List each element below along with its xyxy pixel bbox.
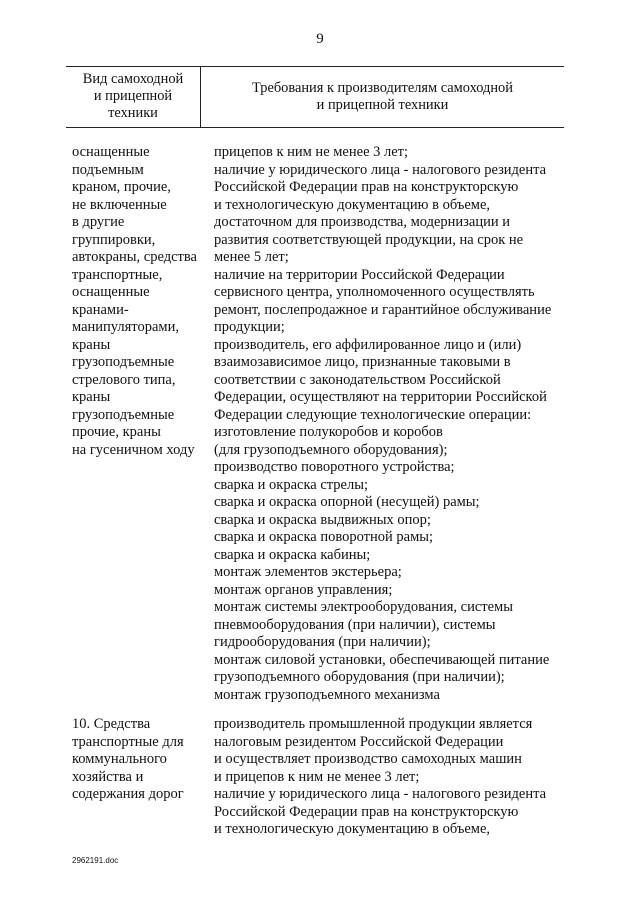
text-line: налоговым резидентом Российской Федерации <box>214 733 504 750</box>
row-10-vehicle-type <box>72 716 184 804</box>
text-line: наличие у юридического лица - налогового резидента <box>214 786 547 802</box>
text-line: продукции; <box>214 319 285 335</box>
continued-row-requirements <box>214 144 551 704</box>
footer-document-id: 2962191.doc <box>72 856 119 865</box>
text-line: манипуляторами, <box>72 319 179 335</box>
page-number: 9 <box>316 31 324 47</box>
text-line: краны <box>72 336 111 353</box>
text-line: сварка и окраска кабины; <box>214 546 371 563</box>
text-line: сварка и окраска выдвижных опор; <box>214 511 431 528</box>
text-line: ремонт, послепродажное и гарантийное обслуживание <box>214 301 552 318</box>
text-line: монтаж силовой установки, обеспечивающей питание <box>214 651 550 668</box>
text-line: оснащенные <box>72 144 150 160</box>
text-line: хозяйства и <box>72 768 144 785</box>
text-line: не включенные <box>72 196 167 213</box>
text-line: производство поворотного устройства; <box>214 459 455 475</box>
text-line: достаточном для производства, модернизации и <box>214 214 510 230</box>
text-line: (для грузоподъемного оборудования); <box>214 441 448 458</box>
text-line: взаимозависимое лицо, признанные таковыми в <box>214 354 511 370</box>
text-line: оснащенные <box>72 284 150 300</box>
text-line: краны <box>72 389 111 405</box>
continued-row-vehicle-type <box>72 144 197 459</box>
text-line: транспортные, <box>72 266 163 283</box>
text-line: соответствии с законодательством Российской <box>214 371 501 388</box>
text-line: и технологическую документацию в объеме, <box>214 196 491 213</box>
text-line: кранами- <box>72 301 129 318</box>
text-line: изготовление полукоробов и коробов <box>214 424 443 440</box>
text-line: Федерации, осуществляют на территории Российской <box>214 389 547 405</box>
text-line: наличие на территории Российской Федерации <box>214 266 505 283</box>
text-line: производитель промышленной продукции является <box>214 716 533 732</box>
header-rule-top <box>66 66 564 67</box>
text-line: сервисного центра, уполномоченного осуществлять <box>214 284 535 300</box>
text-line: монтаж элементов экстерьера; <box>214 564 402 580</box>
text-line: на гусеничном ходу <box>72 441 195 458</box>
text-line: монтаж системы электрооборудования, системы <box>214 599 513 615</box>
header-rule-bottom <box>66 127 564 128</box>
text-line: стрелового типа, <box>72 371 176 388</box>
text-line: краном, прочие, <box>72 179 171 195</box>
text-line: и прицепов к ним не менее 3 лет; <box>214 768 420 785</box>
text-line: коммунального <box>72 751 167 767</box>
text-line: в другие <box>72 214 125 230</box>
text-line: и осуществляет производство самоходных машин <box>214 751 522 767</box>
text-line: группировки, <box>72 231 156 248</box>
header-requirements: Требования к производителям самоходной и прицепной техники <box>252 80 513 113</box>
header-vehicle-type: Вид самоходной и прицепной техники <box>82 71 184 121</box>
text-line: грузоподъемные <box>72 406 175 423</box>
text-line: прицепов к ним не менее 3 лет; <box>214 144 409 160</box>
text-line: подъемным <box>72 161 144 178</box>
text-line: монтаж органов управления; <box>214 581 393 598</box>
text-line: содержания дорог <box>72 786 184 802</box>
text-line: сварка и окраска опорной (несущей) рамы; <box>214 494 480 510</box>
text-line: производитель, его аффилированное лицо и (или) <box>214 336 522 353</box>
text-line: 10. Средства <box>72 716 151 732</box>
text-line: Российской Федерации прав на конструкторскую <box>214 179 519 195</box>
text-line: сварка и окраска поворотной рамы; <box>214 529 434 545</box>
text-line: Федерации следующие технологические операции: <box>214 406 532 423</box>
text-line: менее 5 лет; <box>214 249 289 265</box>
text-line: гидрооборудования (при наличии); <box>214 634 431 650</box>
text-line: развития соответствующей продукции, на срок не <box>214 231 524 248</box>
text-line: транспортные для <box>72 733 184 750</box>
text-line: монтаж грузоподъемного механизма <box>214 686 440 703</box>
text-line: грузоподъемного оборудования (при наличии); <box>214 669 505 685</box>
text-line: наличие у юридического лица - налогового резидента <box>214 161 547 178</box>
text-line: грузоподъемные <box>72 354 175 370</box>
text-line: сварка и окраска стрелы; <box>214 476 368 493</box>
text-line: автокраны, средства <box>72 249 197 265</box>
text-line: Российской Федерации прав на конструкторскую <box>214 803 519 820</box>
text-line: прочие, краны <box>72 424 161 440</box>
text-line: пневмооборудования (при наличии), системы <box>214 616 496 633</box>
text-line: и технологическую документацию в объеме, <box>214 821 491 837</box>
row-10-requirements <box>214 716 546 839</box>
